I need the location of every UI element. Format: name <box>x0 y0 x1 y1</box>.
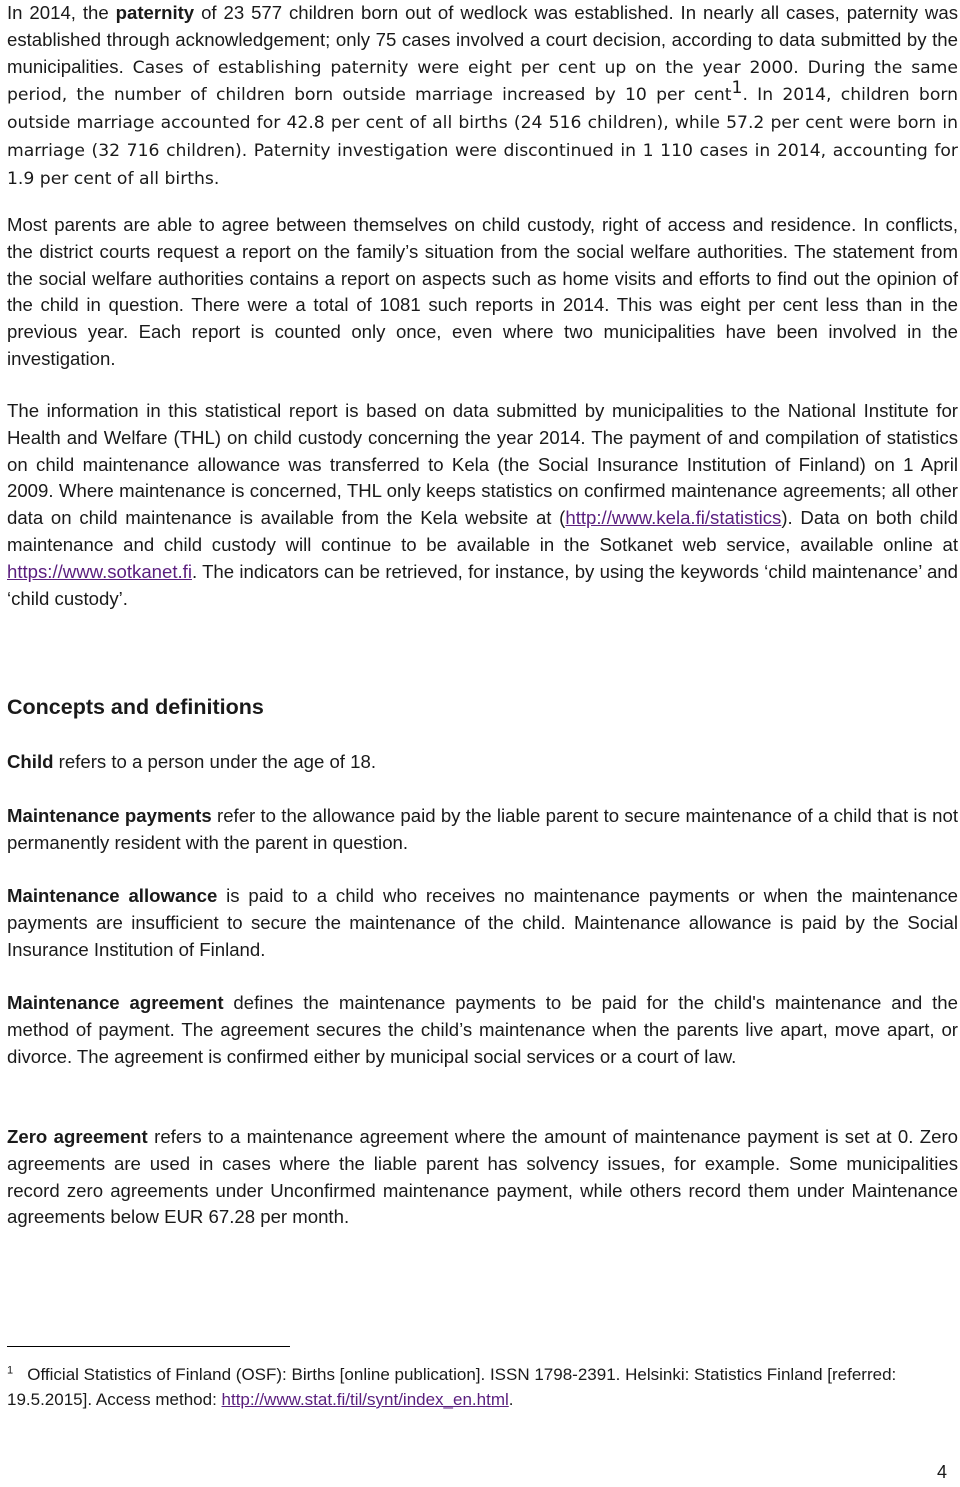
paragraph-text: The information in this statistical report is based on data submitted by municipalities to the National Institute for Health and Welfare (THL) on child custody concerning the year 2014. The payment of and compilation of statistics on child maintenance allowance was transferred to Kela (the Social Insurance Institution of Finland) on 1 April 2009. Where maintenance is concerned, THL only keeps statistics on confirmed maintenance agreements; all other data on child maintenance is available from the Kela website at ( <box>7 400 958 529</box>
footnote-text <box>7 1362 947 1412</box>
definition-term: Maintenance allowance <box>7 885 218 906</box>
definition-maintenance-payments <box>7 803 958 857</box>
page-number: 4 <box>937 1462 948 1482</box>
definition-maintenance-agreement <box>7 990 958 1070</box>
paragraph-text: of 23 577 children born out of wedlock was established. In nearly all cases, paternity was established through acknowledgement; only 75 cases involved a court decision, according to data submitted by the municipalities. <box>7 2 958 77</box>
definition-child <box>7 749 958 776</box>
footnote-number: 1 <box>7 1364 14 1377</box>
definition-text: refer to the allowance paid by the liable parent to secure maintenance of a child that is not permanently resident with the parent in question. <box>7 805 958 853</box>
footnote-citation: Official Statistics of Finland (OSF): Births [online publication]. ISSN 1798-2391. Helsinki: Statistics Finland [referred: 19.5.2015]. Access method: <box>7 1365 897 1409</box>
kela-statistics-link[interactable]: http://www.kela.fi/statistics <box>565 507 782 529</box>
definition-term: Maintenance agreement <box>7 992 224 1013</box>
footnote <box>7 1362 947 1412</box>
section-heading: Concepts and definitions <box>7 695 264 719</box>
definition-text: refers to a person under the age of 18. <box>53 751 376 772</box>
sotkanet-link[interactable]: https://www.sotkanet.fi <box>7 560 192 582</box>
footnote-separator <box>7 1346 290 1347</box>
definition-maintenance-allowance <box>7 883 958 963</box>
stat-fi-link[interactable]: http://www.stat.fi/til/synt/index_en.html <box>221 1390 509 1409</box>
paternity-paragraph <box>7 0 958 193</box>
information-paragraph <box>7 398 958 612</box>
paragraph-text: ). Data on both child maintenance and child custody will continue to be available in the Sotkanet web service, available online at <box>7 507 958 555</box>
paragraph-text: . The indicators can be retrieved, for instance, by using the keywords ‘child maintenance’ and ‘child custody’. <box>7 560 958 609</box>
custody-paragraph: Most parents are able to agree between themselves on child custody, right of access and residence. In conflicts, the district courts request a report on the family’s situation from the social welfare authorities. The statement from the social welfare authorities contains a report on aspects such as home visits and efforts to find out the opinion of the child in question. There were a total of 1081 such reports in 2014. This was eight per cent less than in the previous year. Each report is counted only once, even where two municipalities have been involved in the investigation. <box>7 214 958 369</box>
footnote-ref[interactable]: 1 <box>731 78 743 99</box>
paragraph-text: . In 2014, children born outside marriage accounted for 42.8 per cent of all births (24 516 children), while 57.2 per cent were born in marriage (32 716 children). Paternity investigation were discontinued in 1 110 cases in 2014, accounting for 1.9 per cent of all births. <box>7 85 958 189</box>
definition-text: is paid to a child who receives no maintenance payments or when the maintenance payments are insufficient to secure the maintenance of the child. Maintenance allowance is paid by the Social Insurance Institution of Finland. <box>7 885 958 960</box>
paragraph-text: In 2014, the <box>7 2 116 23</box>
definition-term: Child <box>7 751 54 772</box>
paragraph-text: Cases of establishing paternity were eight per cent up on the year 2000. During the same period, the number of children born outside marriage increased by 10 per cent <box>7 57 958 106</box>
definition-term: Maintenance payments <box>7 805 212 826</box>
footnote-period: . <box>508 1390 514 1409</box>
definition-text: defines the maintenance payments to be paid for the child's maintenance and the method of payment. The agreement secures the child’s maintenance when the parents live apart, move apart, or divorce. The agreement is confirmed either by municipal social services or a court of law. <box>7 992 958 1067</box>
definition-text: refers to a maintenance agreement where the amount of maintenance payment is set at 0. Zero agreements are used in cases where the liable parent has solvency issues, for example. Some municipalities record zero agreements under Unconfirmed maintenance payment, while others record them under Maintenance agreements below EUR 67.28 per month. <box>7 1126 959 1228</box>
definition-zero-agreement <box>7 1124 958 1231</box>
definition-term: Zero agreement <box>7 1126 148 1147</box>
bold-term: paternity <box>115 2 195 23</box>
